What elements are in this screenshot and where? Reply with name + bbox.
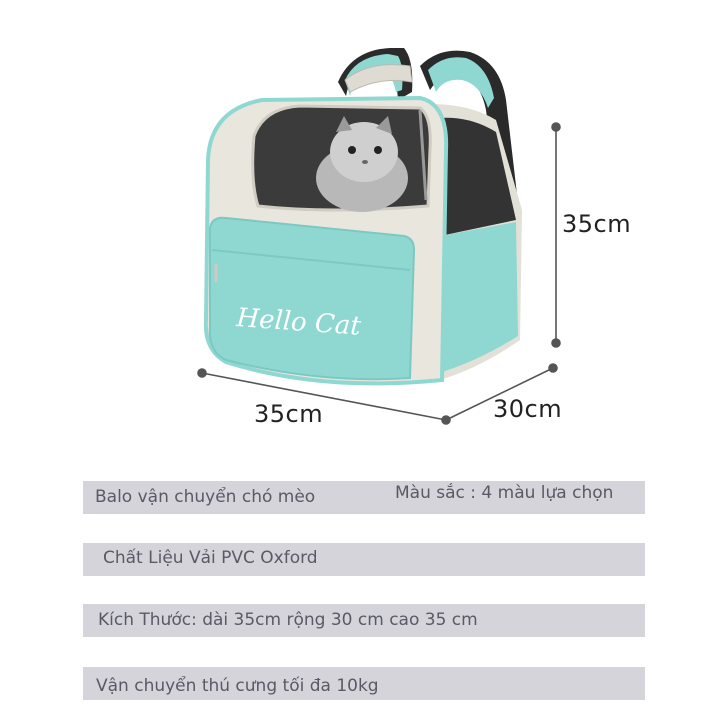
capacity-text: Vận chuyển thú cưng tối đa 10kg [96,676,379,696]
front-pocket [210,218,414,379]
color-options-text: Màu sắc : 4 màu lựa chọn [395,483,614,503]
info-bar-material [83,543,645,576]
material-text: Chất Liệu Vải PVC Oxford [103,548,318,568]
width-dimension-label: 35cm [254,400,324,428]
depth-dimension-label: 30cm [493,395,563,423]
height-dot-top [552,123,560,131]
backpack-body [206,98,446,383]
pocket-logo-text: Hello Cat [235,303,362,342]
width-dot-left [198,369,206,377]
info-bar-product-type [83,481,645,514]
size-text: Kích Thước: dài 35cm rộng 30 cm cao 35 cm [98,610,478,630]
info-bar-size [83,604,645,637]
height-dimension-label: 35cm [562,210,632,238]
height-dot-bottom [552,339,560,347]
info-bar-capacity [83,667,645,700]
depth-dot [549,364,557,372]
product-type-text: Balo vận chuyển chó mèo [95,487,316,507]
